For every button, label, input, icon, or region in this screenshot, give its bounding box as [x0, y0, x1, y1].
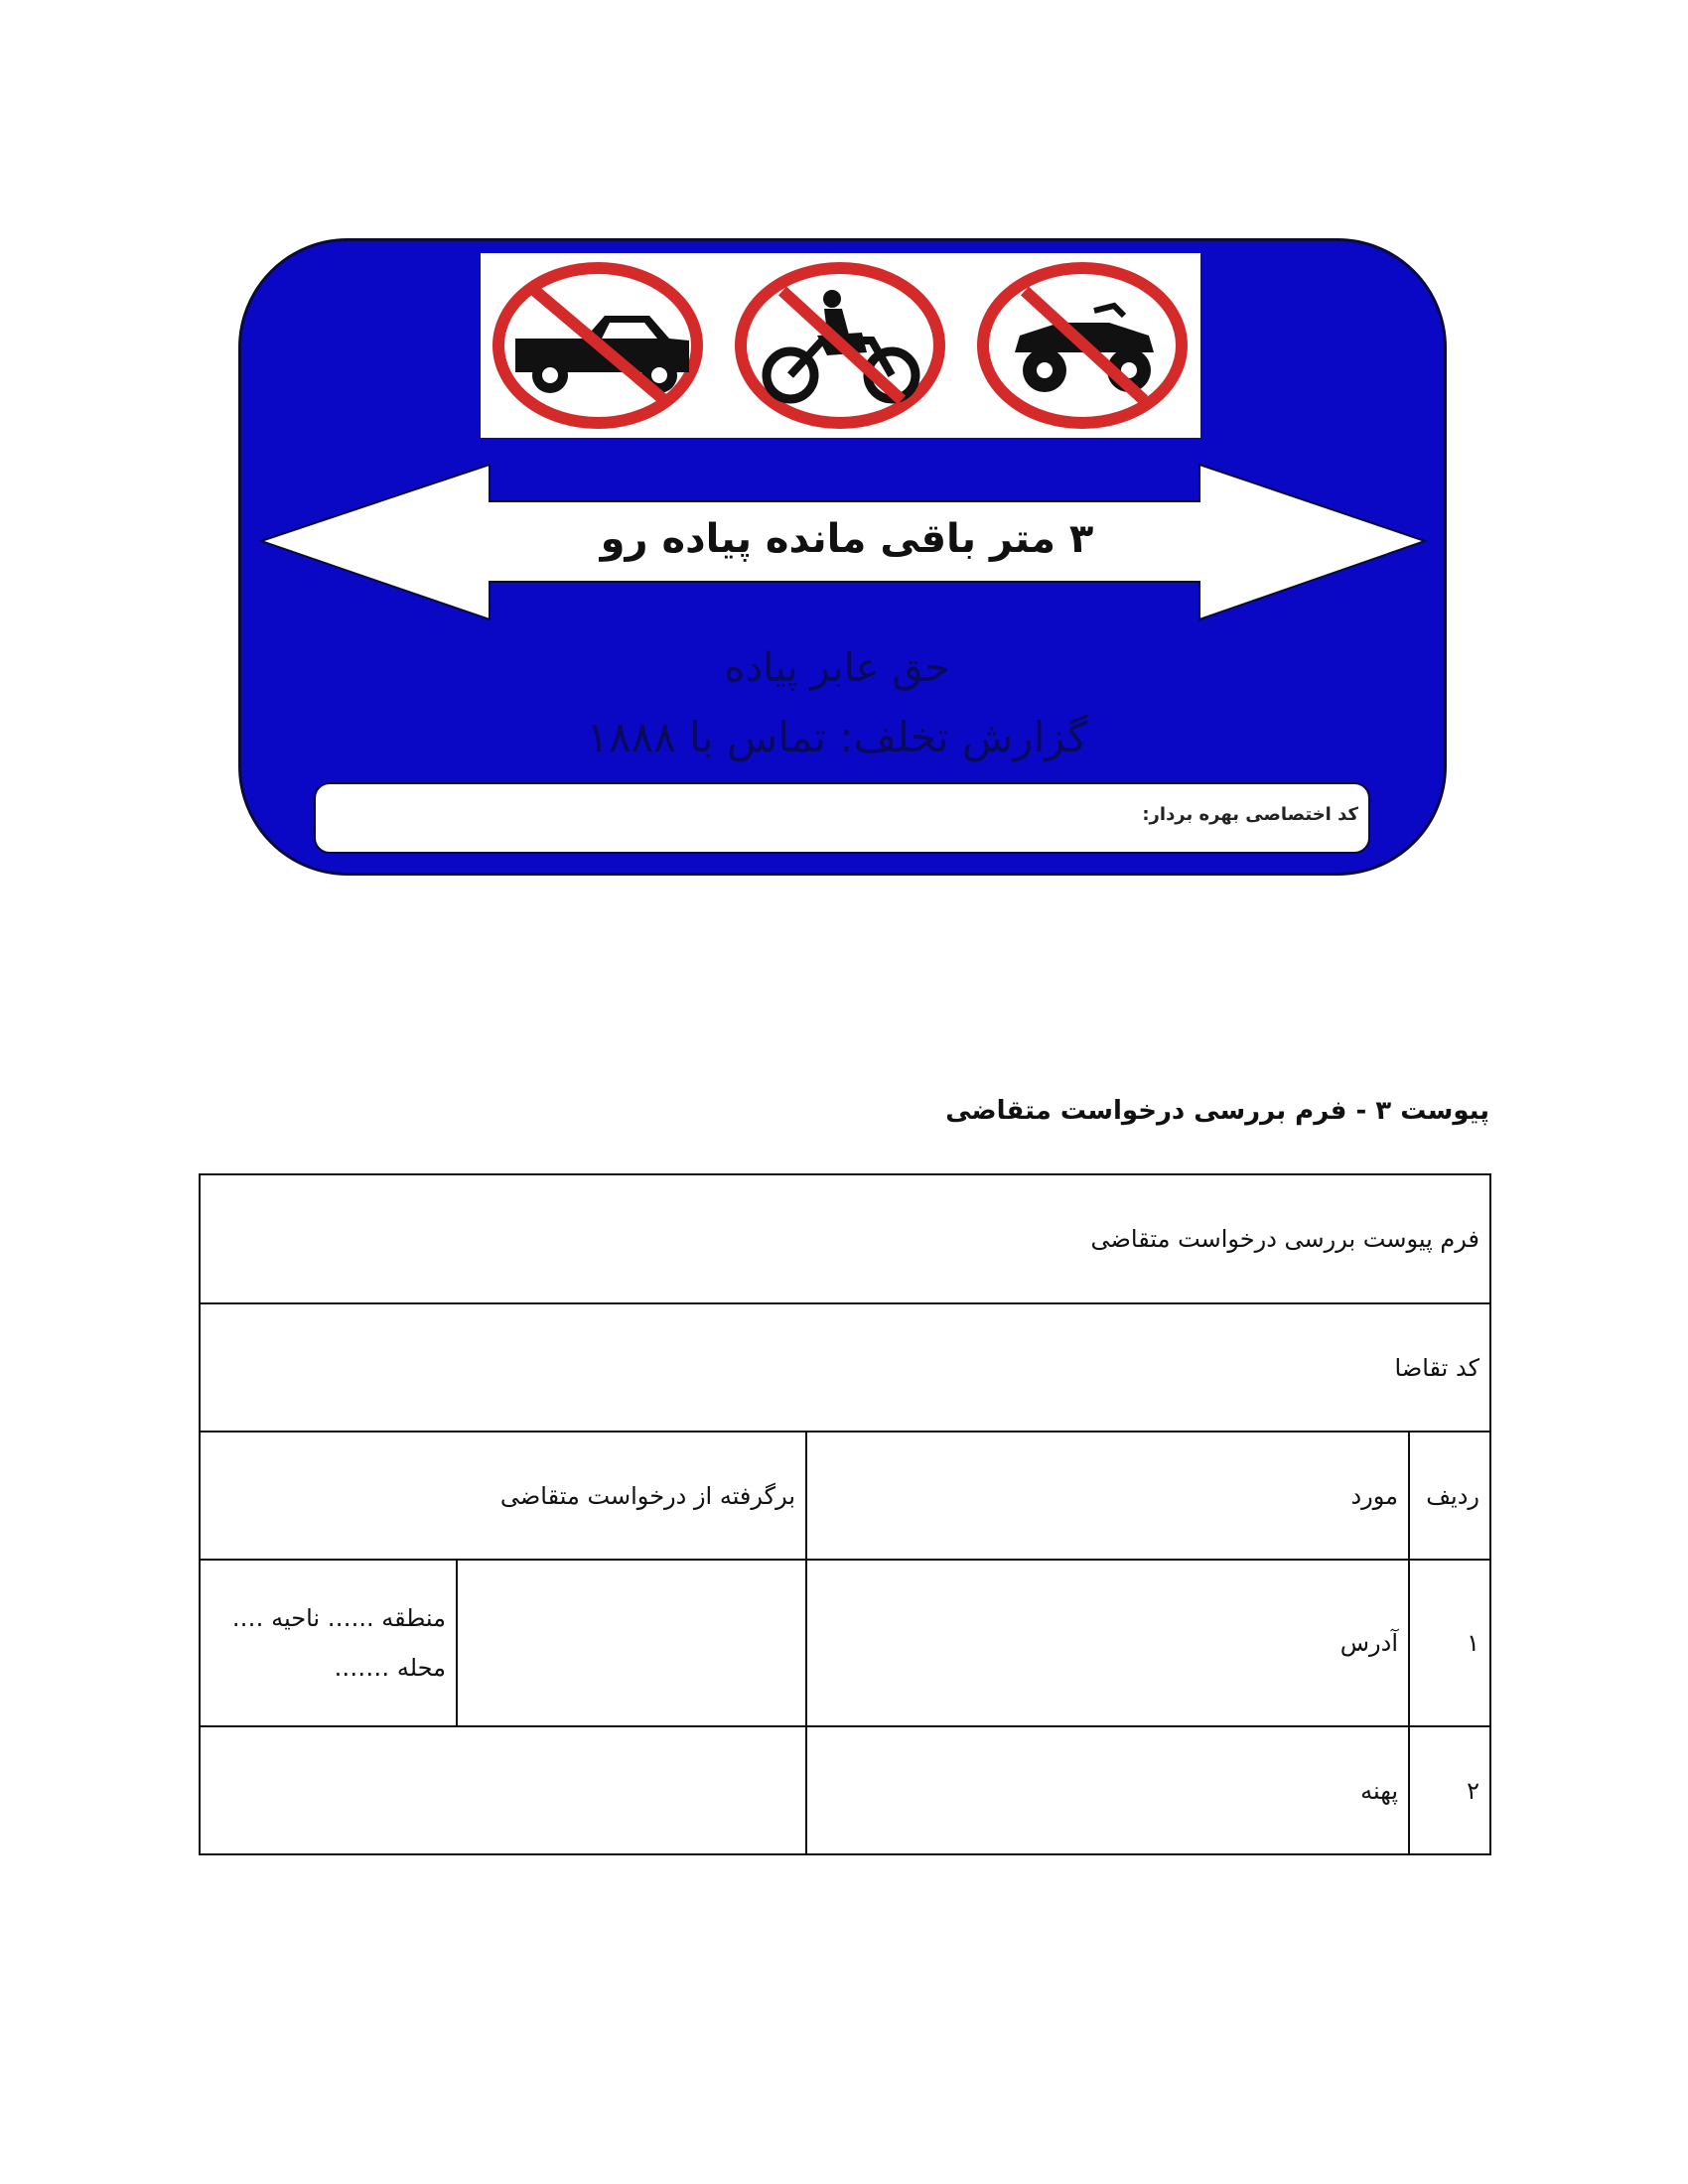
- table-row: [200, 1560, 1490, 1726]
- violation-report-text: گزارش تخلف: تماس با ۱۸۸۸: [586, 713, 1088, 761]
- pedestrian-sidewalk-sign: [238, 238, 1447, 876]
- operator-code-label: کد اختصاصی بهره بردار:: [1142, 804, 1358, 825]
- row-number: ۲: [1409, 1726, 1490, 1854]
- sidewalk-distance-text: ۳ متر باقی مانده پیاده رو: [600, 516, 1094, 562]
- source-value-cell: [200, 1726, 806, 1854]
- row-number: ۱: [1409, 1560, 1490, 1726]
- row-item: آدرس: [806, 1560, 1409, 1726]
- region-cell: [200, 1560, 457, 1726]
- appendix-title: پیوست ۳ - فرم بررسی درخواست متقاضی: [945, 1096, 1489, 1126]
- operator-code-bar: [314, 782, 1370, 854]
- form-title-cell: فرم پیوست بررسی درخواست متقاضی: [200, 1174, 1490, 1303]
- table-row: [200, 1726, 1490, 1854]
- pedestrian-right-text: حق عابر پیاده: [724, 645, 950, 691]
- table-header-row: [200, 1432, 1490, 1560]
- source-value-cell: [457, 1560, 806, 1726]
- header-source: برگرفته از درخواست متقاضی: [200, 1432, 806, 1560]
- neighborhood-line: محله …….: [334, 1654, 446, 1682]
- table-row: [200, 1303, 1490, 1432]
- table-row: [200, 1174, 1490, 1303]
- region-line: منطقه ...… ناحیه ….: [231, 1604, 446, 1632]
- header-radif: ردیف: [1409, 1432, 1490, 1560]
- request-review-form-table: [199, 1173, 1491, 1855]
- row-item: پهنه: [806, 1726, 1409, 1854]
- header-mored: مورد: [806, 1432, 1409, 1560]
- request-code-cell: کد تقاضا: [200, 1303, 1490, 1432]
